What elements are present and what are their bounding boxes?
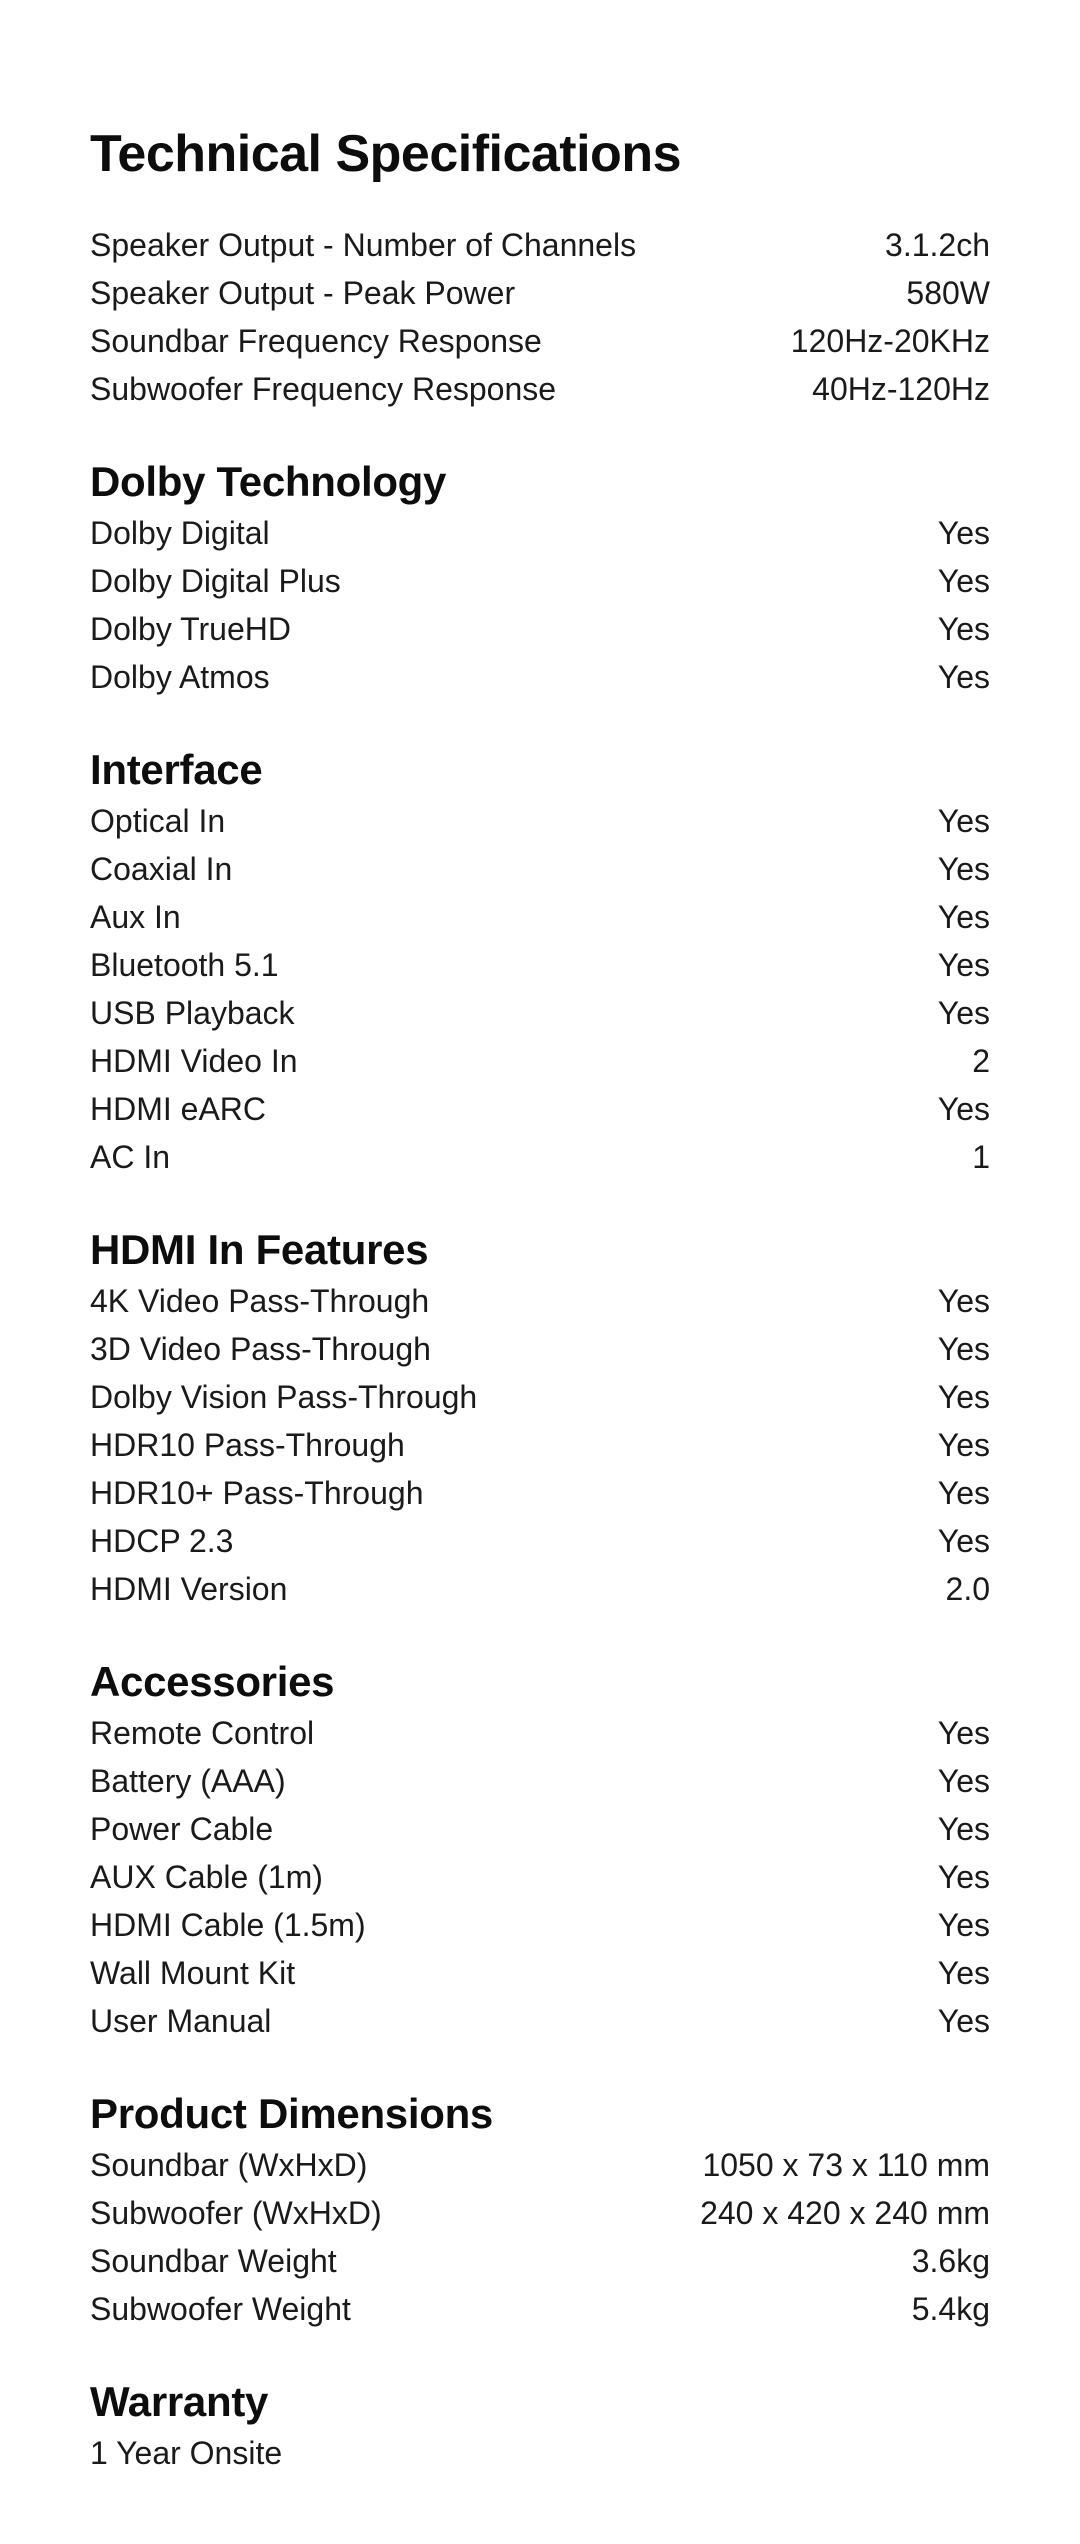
spec-row-list: [90, 797, 990, 1181]
spec-row: [90, 605, 990, 653]
spec-label: USB Playback: [90, 995, 295, 1031]
section-heading: Accessories: [90, 1658, 335, 1705]
section-heading: Warranty: [90, 2378, 269, 2425]
spec-row: [90, 1901, 990, 1949]
spec-value: 1050 x 73 x 110 mm: [702, 2147, 990, 2183]
spec-row: [90, 893, 990, 941]
spec-label: Soundbar Weight: [90, 2243, 337, 2279]
spec-row: [90, 941, 990, 989]
spec-label: Dolby Atmos: [90, 659, 270, 695]
spec-value: 2: [972, 1043, 990, 1079]
spec-row: [90, 1373, 990, 1421]
spec-row: [90, 1037, 990, 1085]
spec-label: Subwoofer (WxHxD): [90, 2195, 382, 2231]
spec-value: Yes: [937, 1523, 990, 1559]
spec-row: [90, 1421, 990, 1469]
spec-label: 4K Video Pass-Through: [90, 1283, 430, 1319]
spec-row: [90, 557, 990, 605]
spec-row: [90, 2189, 990, 2237]
spec-value: Yes: [937, 515, 990, 551]
spec-label: Remote Control: [90, 1715, 315, 1751]
spec-value: Yes: [937, 2003, 990, 2039]
spec-row: [90, 2237, 990, 2285]
spec-label: HDMI Version: [90, 1571, 288, 1607]
spec-row-list: [90, 221, 990, 413]
spec-label: HDR10 Pass-Through: [90, 1427, 405, 1463]
section-heading: Product Dimensions: [90, 2090, 493, 2137]
spec-row: [90, 269, 990, 317]
spec-row: [90, 989, 990, 1037]
spec-value: 3.1.2ch: [885, 227, 990, 263]
spec-label: Coaxial In: [90, 851, 233, 887]
spec-row-list: [90, 1277, 990, 1613]
spec-row: [90, 2285, 990, 2333]
spec-row: [90, 845, 990, 893]
spec-row: [90, 2141, 990, 2189]
section-heading: Interface: [90, 746, 263, 793]
section-heading: Dolby Technology: [90, 458, 447, 505]
spec-row: [90, 221, 990, 269]
spec-label: Wall Mount Kit: [90, 1955, 296, 1991]
spec-label: Subwoofer Weight: [90, 2291, 351, 2327]
spec-value: Yes: [937, 1859, 990, 1895]
spec-row: [90, 2429, 990, 2477]
spec-row: [90, 653, 990, 701]
spec-row: [90, 1853, 990, 1901]
spec-value: Yes: [937, 1907, 990, 1943]
page-title: Technical Specifications: [90, 125, 682, 183]
spec-value: Yes: [937, 1763, 990, 1799]
spec-label: Soundbar (WxHxD): [90, 2147, 368, 2183]
spec-sections: [90, 221, 990, 2477]
spec-row: [90, 365, 990, 413]
spec-row: [90, 1757, 990, 1805]
spec-value: 240 x 420 x 240 mm: [700, 2195, 990, 2231]
spec-label: Dolby Digital: [90, 515, 270, 551]
spec-value: Yes: [937, 563, 990, 599]
spec-value: Yes: [937, 1811, 990, 1847]
spec-row: [90, 1949, 990, 1997]
spec-label: 3D Video Pass-Through: [90, 1331, 431, 1367]
spec-value: Yes: [937, 1427, 990, 1463]
spec-label: AC In: [90, 1139, 171, 1175]
spec-value: Yes: [937, 1283, 990, 1319]
spec-value: 120Hz-20KHz: [790, 323, 990, 359]
spec-label: Aux In: [90, 899, 181, 935]
spec-label: AUX Cable (1m): [90, 1859, 323, 1895]
spec-row: [90, 1709, 990, 1757]
spec-label: HDMI eARC: [90, 1091, 267, 1127]
spec-row: [90, 1277, 990, 1325]
spec-section: [90, 1226, 990, 1613]
spec-section: [90, 2378, 990, 2477]
spec-value: 580W: [906, 275, 990, 311]
spec-value: 2.0: [945, 1571, 990, 1607]
spec-section: [90, 746, 990, 1181]
spec-section: [90, 1658, 990, 2045]
spec-value: Yes: [937, 1331, 990, 1367]
spec-label: HDMI Video In: [90, 1043, 298, 1079]
spec-row: [90, 1325, 990, 1373]
spec-row-list: [90, 509, 990, 701]
spec-value: Yes: [937, 995, 990, 1031]
spec-label: Soundbar Frequency Response: [90, 323, 542, 359]
spec-value: Yes: [937, 1379, 990, 1415]
spec-value: 3.6kg: [911, 2243, 990, 2279]
spec-value: Yes: [937, 611, 990, 647]
spec-value: Yes: [937, 851, 990, 887]
spec-label: Subwoofer Frequency Response: [90, 371, 557, 407]
spec-label: User Manual: [90, 2003, 272, 2039]
spec-section: [90, 221, 990, 413]
spec-value: Yes: [937, 899, 990, 935]
spec-label: HDR10+ Pass-Through: [90, 1475, 424, 1511]
spec-value: Yes: [937, 947, 990, 983]
spec-value: Yes: [937, 1475, 990, 1511]
spec-value: Yes: [937, 1715, 990, 1751]
spec-value: Yes: [937, 659, 990, 695]
spec-row: [90, 1805, 990, 1853]
spec-value: 1: [972, 1139, 990, 1175]
spec-section: [90, 458, 990, 701]
spec-label: Optical In: [90, 803, 226, 839]
spec-row: [90, 1085, 990, 1133]
spec-label: HDMI Cable (1.5m): [90, 1907, 366, 1943]
spec-label: Speaker Output - Peak Power: [90, 275, 516, 311]
spec-label: Dolby Vision Pass-Through: [90, 1379, 478, 1415]
spec-row-list: [90, 2141, 990, 2333]
spec-label: HDCP 2.3: [90, 1523, 234, 1559]
spec-row: [90, 1565, 990, 1613]
spec-row: [90, 1133, 990, 1181]
spec-row: [90, 797, 990, 845]
spec-row: [90, 509, 990, 557]
spec-row-list: [90, 2429, 990, 2477]
spec-label: Dolby TrueHD: [90, 611, 291, 647]
spec-section: [90, 2090, 990, 2333]
spec-row: [90, 1997, 990, 2045]
spec-row: [90, 1469, 990, 1517]
spec-value: Yes: [937, 1091, 990, 1127]
spec-value: 5.4kg: [911, 2291, 990, 2327]
section-heading: HDMI In Features: [90, 1226, 429, 1273]
spec-row: [90, 1517, 990, 1565]
spec-value: 40Hz-120Hz: [812, 371, 990, 407]
spec-label: Dolby Digital Plus: [90, 563, 341, 599]
spec-label: Speaker Output - Number of Channels: [90, 227, 637, 263]
spec-value: Yes: [937, 803, 990, 839]
spec-label: Bluetooth 5.1: [90, 947, 279, 983]
spec-row-list: [90, 1709, 990, 2045]
spec-label: Battery (AAA): [90, 1763, 286, 1799]
spec-row: [90, 317, 990, 365]
spec-label: Power Cable: [90, 1811, 274, 1847]
spec-label: 1 Year Onsite: [90, 2435, 283, 2471]
spec-value: Yes: [937, 1955, 990, 1991]
